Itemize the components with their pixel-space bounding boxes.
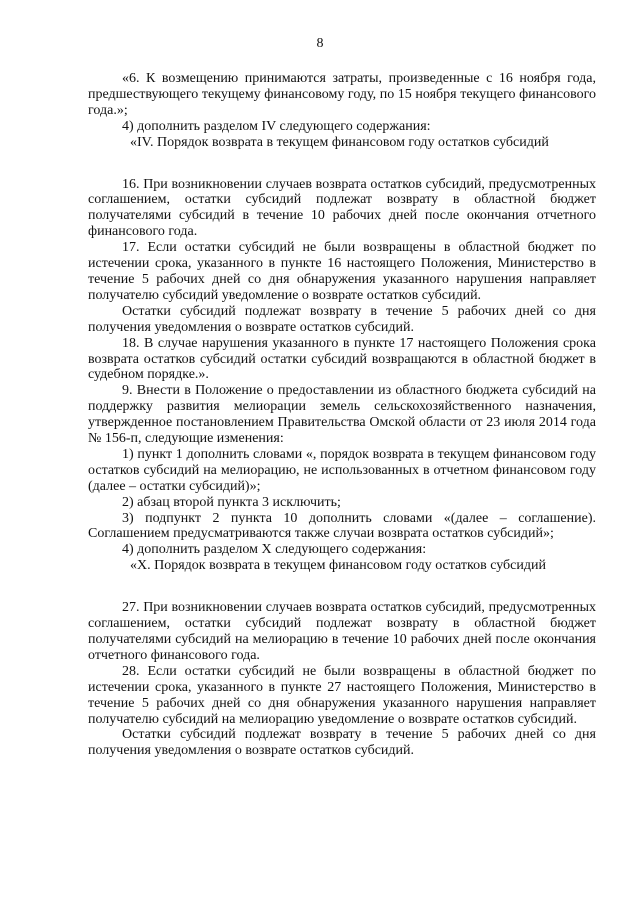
paragraph: 3) подпункт 2 пункта 10 дополнить словами «(далее – соглашение). Соглашением предусматриваются также случаи возврата остатков субсидий»;	[88, 510, 596, 542]
paragraph: 18. В случае нарушения указанного в пункте 17 настоящего Положения срока возврата остатков субсидий остатки субсидий возвращаются в областной бюджет в судебном порядке.».	[88, 335, 596, 383]
paragraph: 9. Внести в Положение о предоставлении из областного бюджета субсидий на поддержку развития мелиорации земель сельскохозяйственного назначения, утвержденное постановлением Правительства Омской области от 23 июля 2014 года № 156-п, следующие изменения:	[88, 383, 596, 447]
spacer	[88, 574, 596, 600]
spacer	[88, 151, 596, 177]
document-body	[88, 71, 596, 759]
paragraph: 28. Если остатки субсидий не были возвращены в областной бюджет по истечении срока, указанного в пункте 27 настоящего Положения, Министерство в течение 5 рабочих дней со дня обнаружения указанного нарушения направляет получателю субсидий на мелиорацию уведомление о возврате остатков субсидий.	[88, 663, 596, 727]
paragraph: Остатки субсидий подлежат возврату в течение 5 рабочих дней со дня получения уведомления о возврате остатков субсидий.	[88, 303, 596, 335]
paragraph: 2) абзац второй пункта 3 исключить;	[122, 494, 341, 510]
paragraph: 1) пункт 1 дополнить словами «, порядок возврата в текущем финансовом году остатков субсидий на мелиорацию, не использованных в отчетном финансовом году (далее – остатки субсидий)»;	[88, 446, 596, 494]
paragraph: Остатки субсидий подлежат возврату в течение 5 рабочих дней со дня получения уведомления о возврате остатков субсидий.	[88, 727, 596, 759]
paragraph: 17. Если остатки субсидий не были возвращены в областной бюджет по истечении срока, указанного в пункте 16 настоящего Положения, Министерство в течение 5 рабочих дней со дня обнаружения указанного нарушения направляет получателю субсидий уведомление о возврате остатков субсидий.	[88, 240, 596, 303]
paragraph: 27. При возникновении случаев возврата остатков субсидий, предусмотренных соглашением, остатки субсидий подлежат возврату в областной бюджет получателями субсидий на мелиорацию в течение 10 рабочих дней после окончания отчетного финансового года.	[88, 600, 596, 663]
paragraph: 4) дополнить разделом IV следующего содержания:	[122, 118, 431, 134]
section-heading-x: «X. Порядок возврата в текущем финансовом году остатков субсидий	[130, 558, 546, 574]
paragraph: 4) дополнить разделом X следующего содержания:	[122, 542, 427, 558]
paragraph: 16. При возникновении случаев возврата остатков субсидий, предусмотренных соглашением, остатки субсидий подлежат возврату в областной бюджет получателями субсидий в течение 10 рабочих дней после окончания отчетного финансового года.	[88, 176, 596, 240]
page-number: 8	[316, 36, 324, 51]
paragraph: «6. К возмещению принимаются затраты, произведенные с 16 ноября года, предшествующего текущему финансовому году, по 15 ноября текущего финансового года.»;	[88, 71, 596, 118]
section-heading-iv: «IV. Порядок возврата в текущем финансовом году остатков субсидий	[130, 134, 549, 150]
